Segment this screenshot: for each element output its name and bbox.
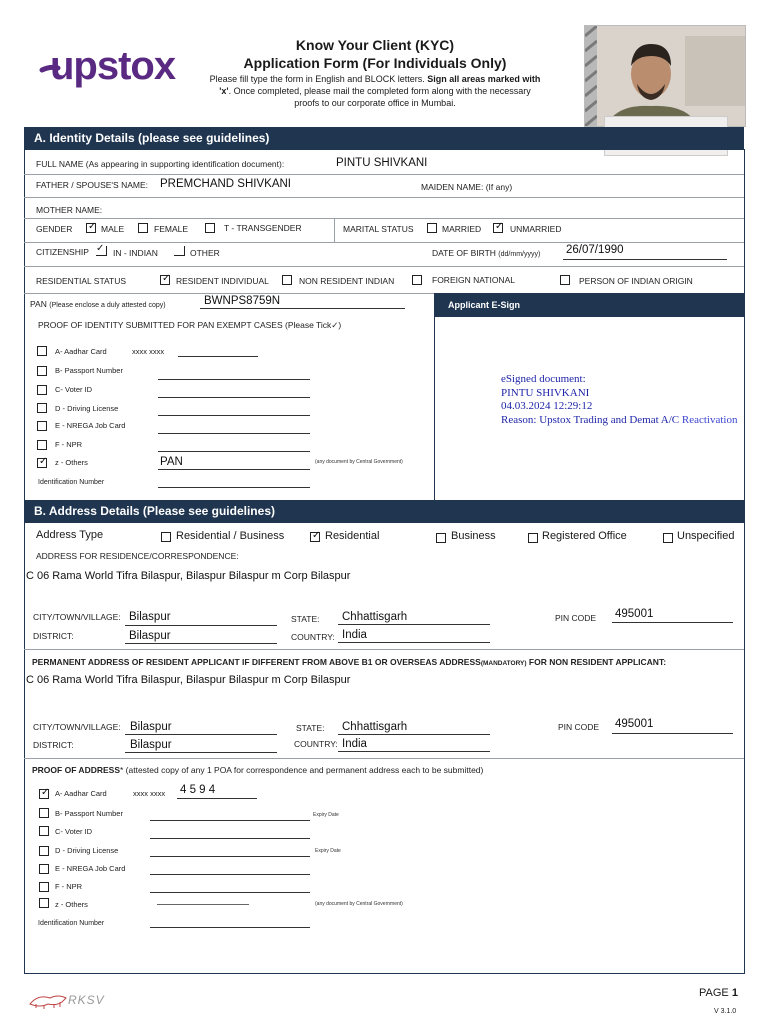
father-name-value: PREMCHAND SHIVKANI <box>160 178 291 190</box>
poa-others-label: z - Others <box>55 900 88 909</box>
esign-block: eSigned document: PINTU SHIVKANI 04.03.2024 12:29:12 Reason: Upstox Trading and Demat A/C Reactivation <box>501 373 738 426</box>
poa-aadhar-checkbox[interactable] <box>39 789 49 799</box>
state-label: STATE: <box>291 614 320 624</box>
full-name-label: FULL NAME (As appearing in supporting identification document): <box>36 159 285 169</box>
city-label: CITY/TOWN/VILLAGE: <box>33 612 121 622</box>
poa-nrega-label: E - NREGA Job Card <box>55 864 126 873</box>
citizenship-indian-checkbox[interactable]: ✓ <box>96 246 107 256</box>
citizenship-indian-label: IN - INDIAN <box>113 248 158 258</box>
perm-district-label: DISTRICT: <box>33 740 74 750</box>
state-value: Chhattisgarh <box>342 611 408 623</box>
addr-type-business-checkbox[interactable] <box>436 533 446 543</box>
proof-passport-checkbox[interactable] <box>37 366 47 376</box>
addr-type-resbusiness-label: Residential / Business <box>176 530 285 542</box>
gender-female-checkbox[interactable] <box>138 223 148 233</box>
poa-nrega-checkbox[interactable] <box>39 864 49 874</box>
poa-voter-label: C- Voter ID <box>55 827 93 836</box>
res-nri-checkbox[interactable] <box>282 275 292 285</box>
proof-passport-label: B- Passport Number <box>55 366 123 375</box>
pan-value: BWNPS8759N <box>204 295 281 307</box>
proof-driving-label: D - Driving License <box>55 404 119 413</box>
perm-country-label: COUNTRY: <box>294 739 338 749</box>
form-title <box>190 37 560 109</box>
addr-type-unspecified-checkbox[interactable] <box>663 533 673 543</box>
proof-voter-checkbox[interactable] <box>37 385 47 395</box>
res-pio-checkbox[interactable] <box>560 275 570 285</box>
marital-status-label: MARITAL STATUS <box>343 224 414 234</box>
citizenship-other-label: OTHER <box>190 248 220 258</box>
pan-label: PAN (Please enclose a duly attested copy) <box>30 299 166 309</box>
perm-address-value: C 06 Rama World Tifra Bilaspur, Bilaspur Bilaspur m Corp Bilaspur <box>26 674 351 686</box>
res-foreign-checkbox[interactable] <box>412 275 422 285</box>
poa-others-note: (any document by Central Government) <box>315 901 403 907</box>
section-b-header: B. Address Details (Please see guidelines) <box>24 500 745 522</box>
dob-value: 26/07/1990 <box>566 244 624 256</box>
proof-aadhar-mask: xxxx xxxx <box>132 347 165 356</box>
proof-aadhar-checkbox[interactable] <box>37 346 47 356</box>
proof-aadhar-label: A- Aadhar Card <box>55 347 107 356</box>
esign-header: Applicant E-Sign <box>434 293 745 317</box>
country-value: India <box>342 629 367 641</box>
addr-type-resbusiness-checkbox[interactable] <box>161 532 171 542</box>
rksv-text: RKSV <box>68 993 105 1007</box>
gender-male-checkbox[interactable] <box>86 223 96 233</box>
address-type-label: Address Type <box>36 529 104 541</box>
proof-others-label: z - Others <box>55 458 88 467</box>
logo-text: upstox <box>50 44 176 88</box>
poa-others-checkbox[interactable] <box>39 898 49 908</box>
city-value: Bilaspur <box>129 611 171 623</box>
residential-status-label: RESIDENTIAL STATUS <box>36 276 127 286</box>
perm-state-value: Chhattisgarh <box>342 721 408 733</box>
proof-others-value: PAN <box>160 456 183 468</box>
proof-nrega-checkbox[interactable] <box>37 421 47 431</box>
poa-identification-number-label: Identification Number <box>38 920 105 927</box>
addr-type-residential-checkbox[interactable] <box>310 532 320 542</box>
addr-type-residential-label: Residential <box>325 530 380 542</box>
marital-unmarried-checkbox[interactable] <box>493 223 503 233</box>
res-individual-label: RESIDENT INDIVIDUAL <box>176 276 269 286</box>
identification-number-label: Identification Number <box>38 479 105 486</box>
poa-driving-checkbox[interactable] <box>39 846 49 856</box>
poa-passport-expiry-label: Expiry Date <box>313 812 339 818</box>
gender-male-label: MALE <box>101 224 125 234</box>
mother-name-label: MOTHER NAME: <box>36 205 103 215</box>
marital-unmarried-label: UNMARRIED <box>510 224 562 234</box>
poa-aadhar-label: A- Aadhar Card <box>55 789 107 798</box>
perm-state-label: STATE: <box>296 723 325 733</box>
applicant-photo <box>584 25 746 127</box>
poa-aadhar-value: 4 5 9 4 <box>180 784 216 796</box>
proof-others-note: (any document by Central Government) <box>315 459 403 465</box>
gender-transgender-checkbox[interactable] <box>205 223 215 233</box>
poa-passport-checkbox[interactable] <box>39 808 49 818</box>
perm-pin-label: PIN CODE <box>558 722 600 732</box>
res-pio-label: PERSON OF INDIAN ORIGIN <box>579 276 693 286</box>
res-individual-checkbox[interactable] <box>160 275 170 285</box>
addr-type-unspecified-label: Unspecified <box>677 530 735 542</box>
proof-npr-label: F - NPR <box>55 440 83 449</box>
poa-npr-checkbox[interactable] <box>39 882 49 892</box>
perm-city-value: Bilaspur <box>130 721 172 733</box>
maiden-name-label: MAIDEN NAME: (If any) <box>421 182 513 192</box>
proof-voter-label: C- Voter ID <box>55 385 93 394</box>
poa-passport-label: B- Passport Number <box>55 809 123 818</box>
page-title: Know Your Client (KYC) <box>295 37 455 53</box>
rksv-logo <box>28 990 118 1010</box>
citizenship-label: CITIZENSHIP <box>36 247 89 257</box>
poa-npr-label: F - NPR <box>55 882 83 891</box>
res-foreign-label: FOREIGN NATIONAL <box>432 275 515 285</box>
gender-label: GENDER <box>36 224 73 234</box>
upstox-logo <box>36 40 186 100</box>
applicant-photo-image <box>585 26 746 127</box>
pin-label: PIN CODE <box>555 613 597 623</box>
marital-married-label: MARRIED <box>442 224 482 234</box>
district-label: DISTRICT: <box>33 631 74 641</box>
poa-aadhar-mask: xxxx xxxx <box>133 789 166 798</box>
gender-transgender-label: T - TRANSGENDER <box>224 223 302 233</box>
perm-country-value: India <box>342 738 367 750</box>
poa-voter-checkbox[interactable] <box>39 826 49 836</box>
section-a-header-right <box>604 127 744 149</box>
marital-married-checkbox[interactable] <box>427 223 437 233</box>
res-nri-label: NON RESIDENT INDIAN <box>299 276 395 286</box>
proof-npr-checkbox[interactable] <box>37 440 47 450</box>
proof-identity-title: PROOF OF IDENTITY SUBMITTED FOR PAN EXEMPT CASES (Please Tick✓) <box>38 320 342 330</box>
gender-female-label: FEMALE <box>154 224 189 234</box>
addr-type-registered-checkbox[interactable] <box>528 533 538 543</box>
district-value: Bilaspur <box>129 630 171 642</box>
full-name-value: PINTU SHIVKANI <box>336 157 428 169</box>
perm-address-label: PERMANENT ADDRESS OF RESIDENT APPLICANT IF DIFFERENT FROM ABOVE B1 OR OVERSEAS ADDRESS(MANDATORY) FOR NON RESIDENT APPLICANT: <box>32 657 667 667</box>
proof-others-checkbox[interactable] <box>37 458 47 468</box>
corr-address-label: ADDRESS FOR RESIDENCE/CORRESPONDENCE: <box>36 551 239 561</box>
proof-driving-checkbox[interactable] <box>37 403 47 413</box>
citizenship-other-checkbox[interactable] <box>174 246 185 256</box>
perm-pin-value: 495001 <box>615 718 654 730</box>
pin-value: 495001 <box>615 608 654 620</box>
proof-nrega-label: E - NREGA Job Card <box>55 421 126 430</box>
addr-type-registered-label: Registered Office <box>542 530 627 542</box>
perm-city-label: CITY/TOWN/VILLAGE: <box>33 722 121 732</box>
page-number: PAGE 1 <box>699 987 738 999</box>
poa-driving-label: D - Driving License <box>55 846 119 855</box>
version-label: V 3.1.0 <box>714 1008 737 1015</box>
addr-type-business-label: Business <box>451 530 496 542</box>
section-a-header: A. Identity Details (please see guidelines) <box>24 127 604 149</box>
page-subtitle: Application Form (For Individuals Only) <box>243 55 507 71</box>
bull-icon <box>28 990 68 1010</box>
corr-address-value: C 06 Rama World Tifra Bilaspur, Bilaspur Bilaspur m Corp Bilaspur <box>26 570 351 582</box>
father-name-label: FATHER / SPOUSE'S NAME: <box>36 180 148 190</box>
instructions: Please fill type the form in English and BLOCK letters. Sign all areas marked with 'x'. Once completed, please mail the completed form along with the necessary proofs to our corporate office in Mumbai. <box>209 74 541 108</box>
dob-label: DATE OF BIRTH (dd/mm/yyyy) <box>432 248 541 258</box>
country-label: COUNTRY: <box>291 632 335 642</box>
poa-label: PROOF OF ADDRESS* (attested copy of any 1 POA for correspondence and permanent address each to be submitted) <box>32 765 484 775</box>
poa-driving-expiry-label: Expiry Date <box>315 848 341 854</box>
perm-district-value: Bilaspur <box>130 739 172 751</box>
